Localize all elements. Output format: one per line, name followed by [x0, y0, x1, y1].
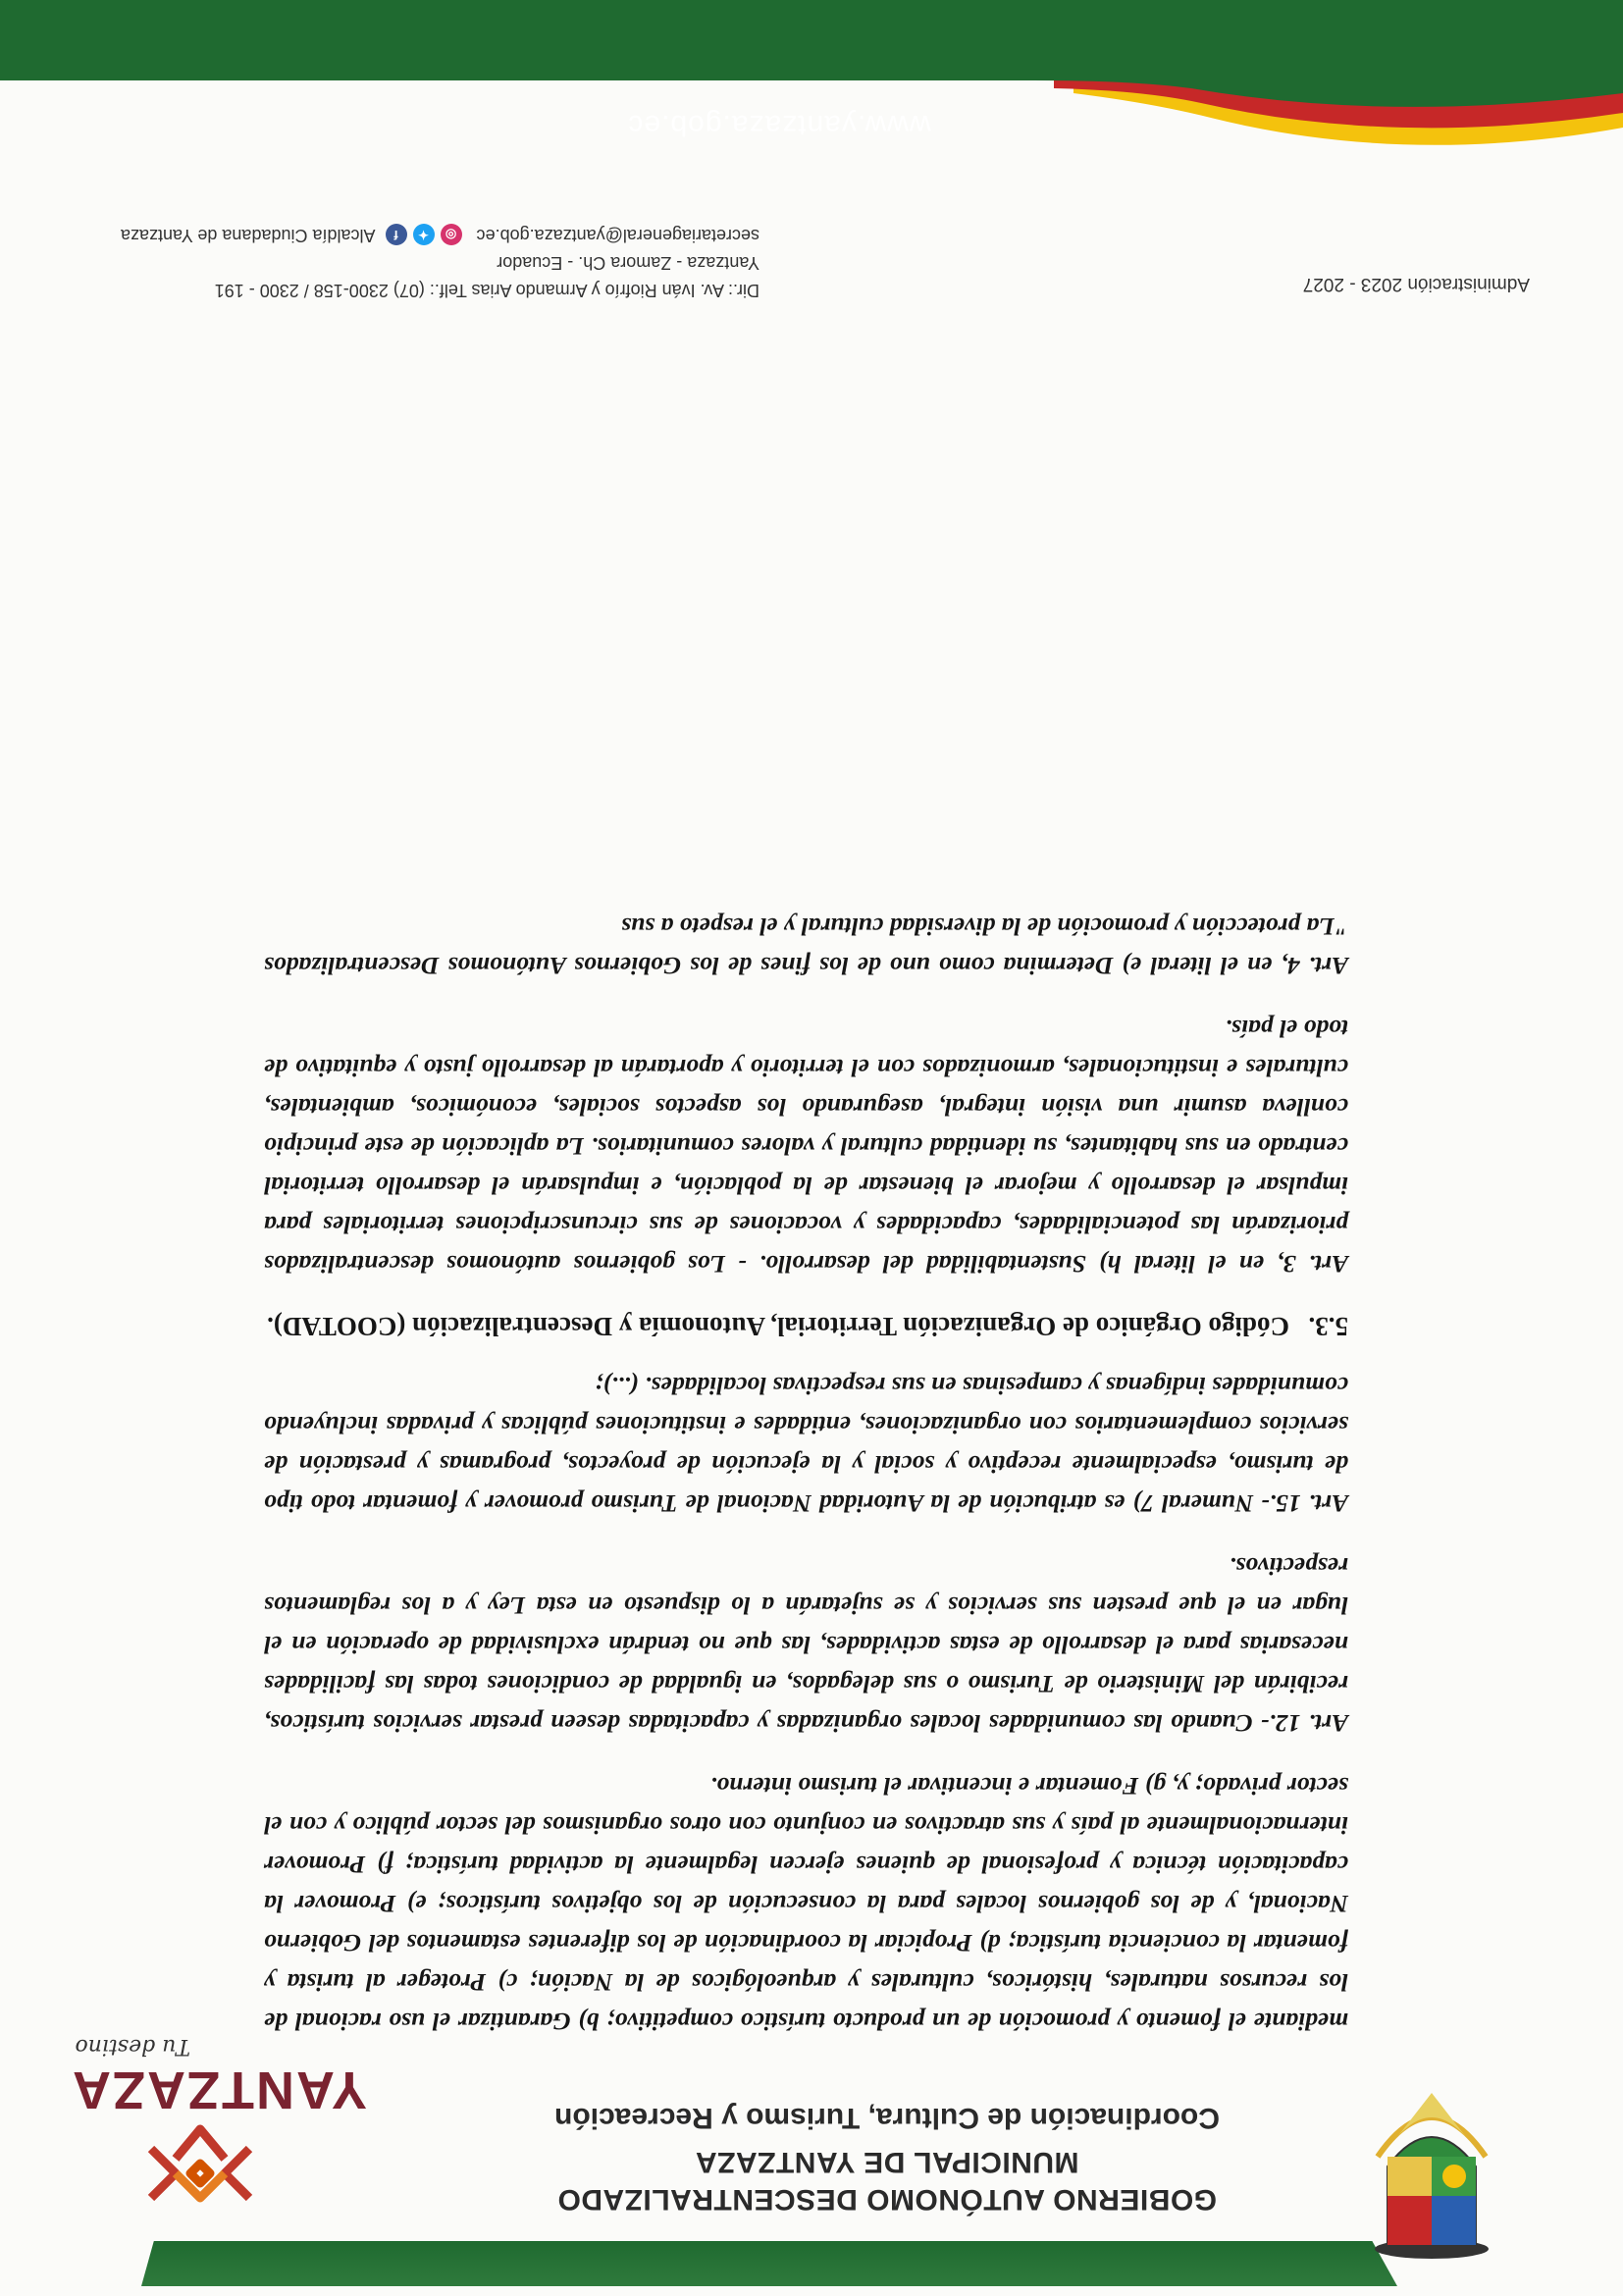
- footer-email-social: [53, 222, 759, 249]
- instagram-icon[interactable]: ◎: [441, 224, 462, 245]
- footer-city: Yantzaza - Zamora Ch. - Ecuador: [497, 253, 759, 273]
- footer-social-handle: Alcaldía Ciudadana de Yantzaza: [120, 226, 376, 245]
- footer-email[interactable]: secretariageneral@yantzaza.gob.ec: [476, 226, 759, 245]
- municipal-seal-icon: [1358, 2088, 1505, 2274]
- header-title: [445, 2096, 1329, 2218]
- brand-wordmark: [70, 2034, 367, 2119]
- footer-contact: [53, 222, 759, 304]
- org-name-line1: GOBIERNO AUTÓNOMO DESCENTRALIZADO: [556, 2183, 1218, 2216]
- twitter-icon[interactable]: ✦: [413, 224, 435, 245]
- header-green-bar: [141, 2241, 1397, 2286]
- brand-tagline: Tu destino: [75, 2034, 190, 2059]
- section-title: Código Orgánico de Organización Territorial, Autonomía y Descentralización (COOTAD).: [267, 1312, 1289, 1341]
- paragraph-art-12: Art. 12.- Cuando las comunidades locales organizadas y capacitadas deseen prestar servicios turísticos, recibirán del Ministerio de Turismo o sus delegados, en igualdad de condiciones todas las facilidades necesarias para el desarrollo de estas actividades, las que no tendrán exclusividad de operación en el lugar en el que presten sus servicios y se sujetarán a lo dispuesto en esta Ley y a los reglamentos respectivos.: [264, 1552, 1348, 1738]
- paragraph-turismo-objetivos: mediante el fomento y promoción de un producto turístico competitivo; b) Garantizar el uso racional de los recursos naturales, históricos, culturales y arqueológicos de la Nación; c) Proteger al turista y fomentar la conciencia turística; d) Propiciar la coordinación de los diferentes estamentos del Gobierno Nacional, y de los gobiernos locales para la consecución de los objetivos turísticos; e) Promover la capacitación técnica y profesional de quienes ejercen legalmente la actividad turística; f) Promover internacionalmente al país y sus atractivos en conjunto con otros organismos del sector público y con el sector privado; y, g) Fomentar e incentivar el turismo interno.: [264, 1772, 1348, 2036]
- brand-word: YANTZAZA: [70, 2061, 367, 2119]
- facebook-icon[interactable]: f: [386, 224, 407, 245]
- section-heading: [264, 1307, 1348, 1346]
- footer-website[interactable]: www.yantzaza.gob.ec: [627, 109, 931, 141]
- footer-address: Dir.: Av. Iván Riofrío y Armando Arias Telf.: (07) 2300-158 / 2300 - 191: [214, 281, 759, 300]
- department-name: Coordinación de Cultura, Turismo y Recreación: [554, 2102, 1220, 2134]
- section-number: 5.3.: [1308, 1312, 1348, 1341]
- administration-period: Administración 2023 - 2027: [1302, 274, 1530, 294]
- paragraph-art-3: Art. 3, en el literal h) Sustentabilidad del desarrollo. - Los gobiernos autónomos descentralizados priorizarán las potencialidades, capacidades y vocaciones de sus circunscripciones territoriales para impulsar el desarrollo y mejorar el bienestar de la población, e impulsarán el desarrollo territorial centrado en sus habitantes, su identidad cultural y valores comunitarios. La aplicación de este principio conlleva asumir una visión integral, asegurando los aspectos sociales, económicos, ambientales, culturales e institucionales, armonizados con el territorio y aportarán al desarrollo justo y equitativo de todo el país.: [264, 1015, 1348, 1278]
- yantzaza-logo-icon: [131, 2110, 269, 2218]
- footer-wave: [0, 0, 1623, 186]
- document-body: [264, 887, 1348, 2041]
- paragraph-art-4: Art. 4, en el literal e) Determina como uno de los fines de los Gobiernos Autónomos Descentralizados "La protección y promoción de la diversidad cultural y el respeto a sus: [264, 913, 1348, 980]
- org-name-line2: MUNICIPAL DE YANTZAZA: [695, 2146, 1079, 2178]
- paragraph-art-15: Art. 15.- Numeral 7) es atribución de la Autoridad Nacional de Turismo promover y fomentar todo tipo de turismo, especialmente receptivo y social y la ejecución de proyectos, programas y prestación de servicios complementarios con organizaciones, entidades e instituciones públicas y privadas incluyendo comunidades indígenas y campesinas en sus respectivas localidades. (...);: [264, 1372, 1348, 1518]
